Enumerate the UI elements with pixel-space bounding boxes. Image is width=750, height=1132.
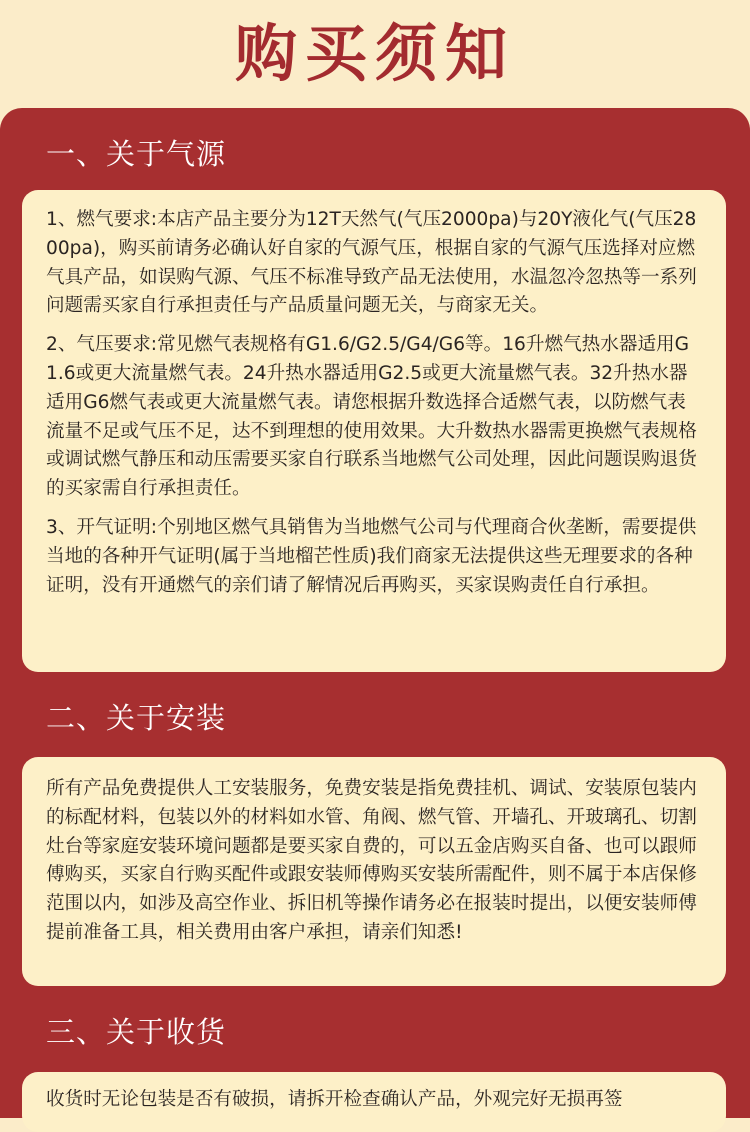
receiving-paragraph: 收货时无论包装是否有破损，请拆开检查确认产品，外观完好无损再签 [46, 1089, 623, 1110]
gas-certificate-paragraph: 3、开气证明:个别地区燃气具销售为当地燃气公司与代理商合伙垄断，需要提供当地的各种开气证明(属于当地榴芒性质)我们商家无法提供这些无理要求的各种证明，没有开通燃气的亲们请了解情况后再购买，买家误购责任自行承担。 [46, 516, 697, 596]
receiving-card [22, 1072, 726, 1132]
gas-source-card [22, 190, 726, 672]
installation-card [22, 757, 726, 986]
section-heading-gas-source: 一、关于气源 [46, 137, 227, 171]
section-heading-receiving: 三、关于收货 [46, 1015, 227, 1049]
section-heading-installation: 二、关于安装 [46, 701, 227, 735]
gas-pressure-paragraph: 2、气压要求:常见燃气表规格有G1.6/G2.5/G4/G6等。16升燃气热水器适用G1.6或更大流量燃气表。24升热水器适用G2.5或更大流量燃气表。32升热水器适用G6燃气表或更大流量燃气表。请您根据升数选择合适燃气表，以防燃气表流量不足或气压不足，达不到理想的使用效果。大升数热水器需更换燃气表规格或调试燃气静压和动压需要买家自行联系当地燃气公司处理，因此问题误购退货的买家需自行承担责任。 [46, 334, 697, 500]
gas-requirement-paragraph: 1、燃气要求:本店产品主要分为12T天然气(气压2000pa)与20Y液化气(气压2800pa)，购买前请务必确认好自家的气源气压，根据自家的气源气压选择对应燃气具产品，如误购气源、气压不标准导致产品无法使用，水温忽冷忽热等一系列问题需买家自行承担责任与产品质量问题无关，与商家无关。 [46, 209, 697, 317]
installation-paragraph: 所有产品免费提供人工安装服务，免费安装是指免费挂机、调试、安装原包装内的标配材料，包装以外的材料如水管、角阀、燃气管、开墙孔、开玻璃孔、切割灶台等家庭安装环境问题都是要买家自费的，可以五金店购买自备、也可以跟师傅购买，买家自行购买配件或跟安装师傅购买安装所需配件，则不属于本店保修范围以内，如涉及高空作业、拆旧机等操作请务必在报装时提出，以便安装师傅提前准备工具，相关费用由客户承担，请亲们知悉! [46, 778, 697, 943]
page-title: 购买须知 [234, 17, 515, 90]
